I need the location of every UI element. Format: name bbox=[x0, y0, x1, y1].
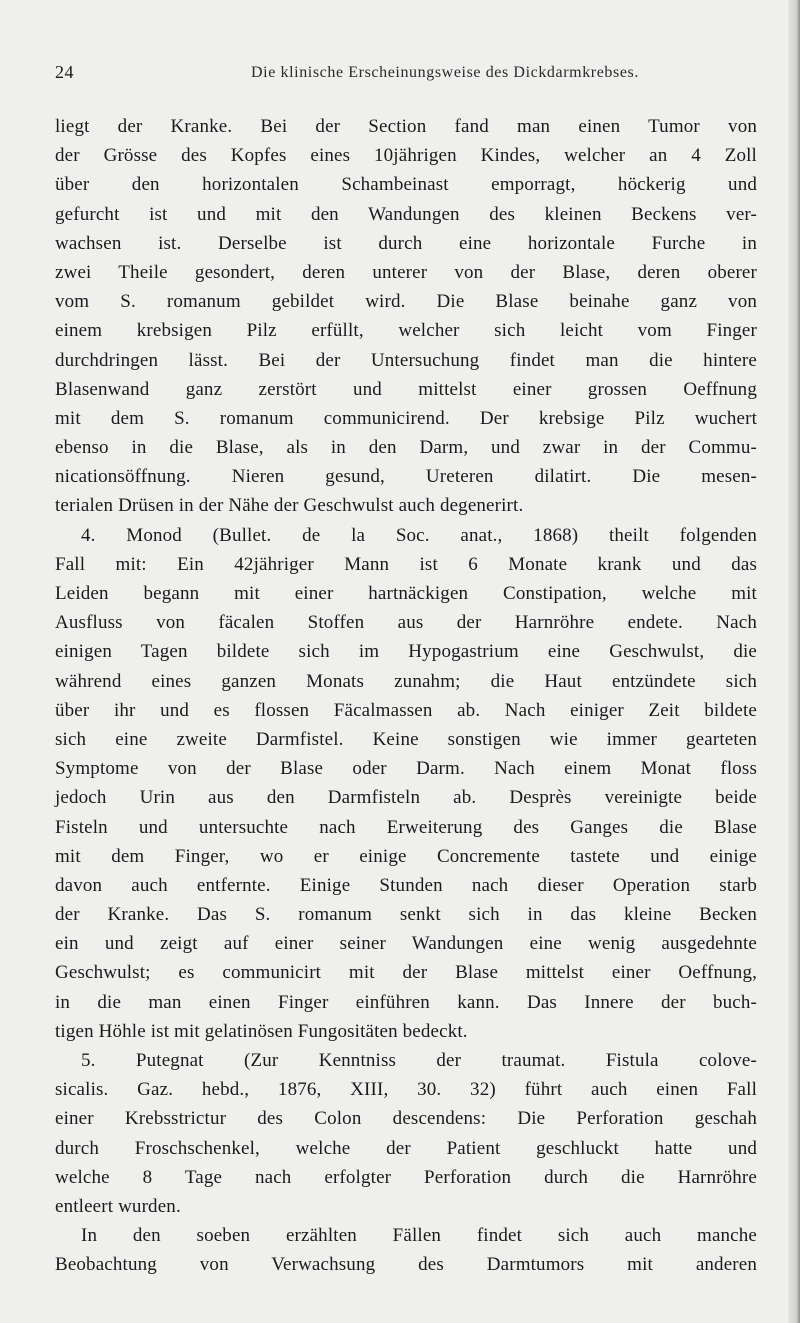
page-edge-shadow bbox=[788, 0, 800, 1323]
text-line: Fisteln und untersuchte nach Erweiterung des Ganges die Blase bbox=[55, 816, 757, 838]
text-line: mit dem Finger, wo er einige Concremente tastete und einige bbox=[55, 845, 757, 867]
text-line: nicationsöffnung. Nieren gesund, Ureteren dilatirt. Die mesen- bbox=[55, 466, 757, 488]
page-number: 24 bbox=[55, 62, 74, 82]
text-line: davon auch entfernte. Einige Stunden nach dieser Operation starb bbox=[55, 874, 757, 896]
text-line: mit dem S. romanum communicirend. Der krebsige Pilz wuchert bbox=[55, 407, 757, 429]
page-header bbox=[55, 62, 745, 86]
text-line: ein und zeigt auf einer seiner Wandungen eine wenig ausgedehnte bbox=[55, 933, 757, 955]
text-line: vom S. romanum gebildet wird. Die Blase beinahe ganz von bbox=[55, 291, 757, 313]
text-line: ebenso in die Blase, als in den Darm, und zwar in der Commu- bbox=[55, 437, 757, 459]
text-line: Blasenwand ganz zerstört und mittelst einer grossen Oeffnung bbox=[55, 378, 757, 400]
text-line: Fall mit: Ein 42jähriger Mann ist 6 Monate krank und das bbox=[55, 553, 757, 575]
text-line: terialen Drüsen in der Nähe der Geschwulst auch degenerirt. bbox=[55, 495, 524, 517]
text-line: gefurcht ist und mit den Wandungen des kleinen Beckens ver- bbox=[55, 203, 757, 225]
text-line: 4. Monod (Bullet. de la Soc. anat., 1868) theilt folgenden bbox=[81, 524, 757, 546]
text-line: entleert wurden. bbox=[55, 1195, 181, 1217]
text-line: Geschwulst; es communicirt mit der Blase mittelst einer Oeffnung, bbox=[55, 962, 757, 984]
text-line: Ausfluss von fäcalen Stoffen aus der Harnröhre endete. Nach bbox=[55, 612, 757, 634]
text-line: über ihr und es flossen Fäcalmassen ab. Nach einiger Zeit bildete bbox=[55, 699, 757, 721]
text-line: tigen Höhle ist mit gelatinösen Fungositäten bedeckt. bbox=[55, 1020, 468, 1042]
text-line: einem krebsigen Pilz erfüllt, welcher sich leicht vom Finger bbox=[55, 320, 757, 342]
text-line: Beobachtung von Verwachsung des Darmtumors mit anderen bbox=[55, 1254, 757, 1276]
text-line: jedoch Urin aus den Darmfisteln ab. Desprès vereinigte beide bbox=[55, 787, 757, 809]
text-line: sich eine zweite Darmfistel. Keine sonstigen wie immer gearteten bbox=[55, 728, 757, 750]
text-line: welche 8 Tage nach erfolgter Perforation durch die Harnröhre bbox=[55, 1166, 757, 1188]
text-line: liegt der Kranke. Bei der Section fand man einen Tumor von bbox=[55, 116, 757, 137]
text-line: in die man einen Finger einführen kann. Das Innere der buch- bbox=[55, 991, 757, 1013]
text-line: Leiden begann mit einer hartnäckigen Constipation, welche mit bbox=[55, 583, 757, 604]
text-line: 5. Putegnat (Zur Kenntniss der traumat. Fistula colove- bbox=[81, 1050, 757, 1071]
text-line: wachsen ist. Derselbe ist durch eine horizontale Furche in bbox=[55, 232, 757, 254]
text-line: durchdringen lässt. Bei der Untersuchung findet man die hintere bbox=[55, 349, 757, 371]
text-line: zwei Theile gesondert, deren unterer von der Blase, deren oberer bbox=[55, 261, 757, 283]
text-line: Symptome von der Blase oder Darm. Nach einem Monat floss bbox=[55, 758, 757, 780]
text-line: sicalis. Gaz. hebd., 1876, XIII, 30. 32) führt auch einen Fall bbox=[55, 1079, 757, 1101]
text-line: einer Krebsstrictur des Colon descendens: Die Perforation geschah bbox=[55, 1108, 757, 1130]
text-line: über den horizontalen Schambeinast emporragt, höckerig und bbox=[55, 174, 757, 196]
text-line: der Kranke. Das S. romanum senkt sich in das kleine Becken bbox=[55, 904, 757, 926]
body-text bbox=[55, 112, 757, 1280]
text-line: während eines ganzen Monats zunahm; die Haut entzündete sich bbox=[55, 670, 757, 692]
text-line: der Grösse des Kopfes eines 10jährigen Kindes, welcher an 4 Zoll bbox=[55, 145, 757, 167]
text-line: In den soeben erzählten Fällen findet sich auch manche bbox=[81, 1225, 757, 1247]
text-line: durch Froschschenkel, welche der Patient geschluckt hatte und bbox=[55, 1137, 757, 1159]
text-line: einigen Tagen bildete sich im Hypogastrium eine Geschwulst, die bbox=[55, 641, 757, 663]
running-title: Die klinische Erscheinungsweise des Dickdarmkrebses. bbox=[251, 64, 639, 81]
